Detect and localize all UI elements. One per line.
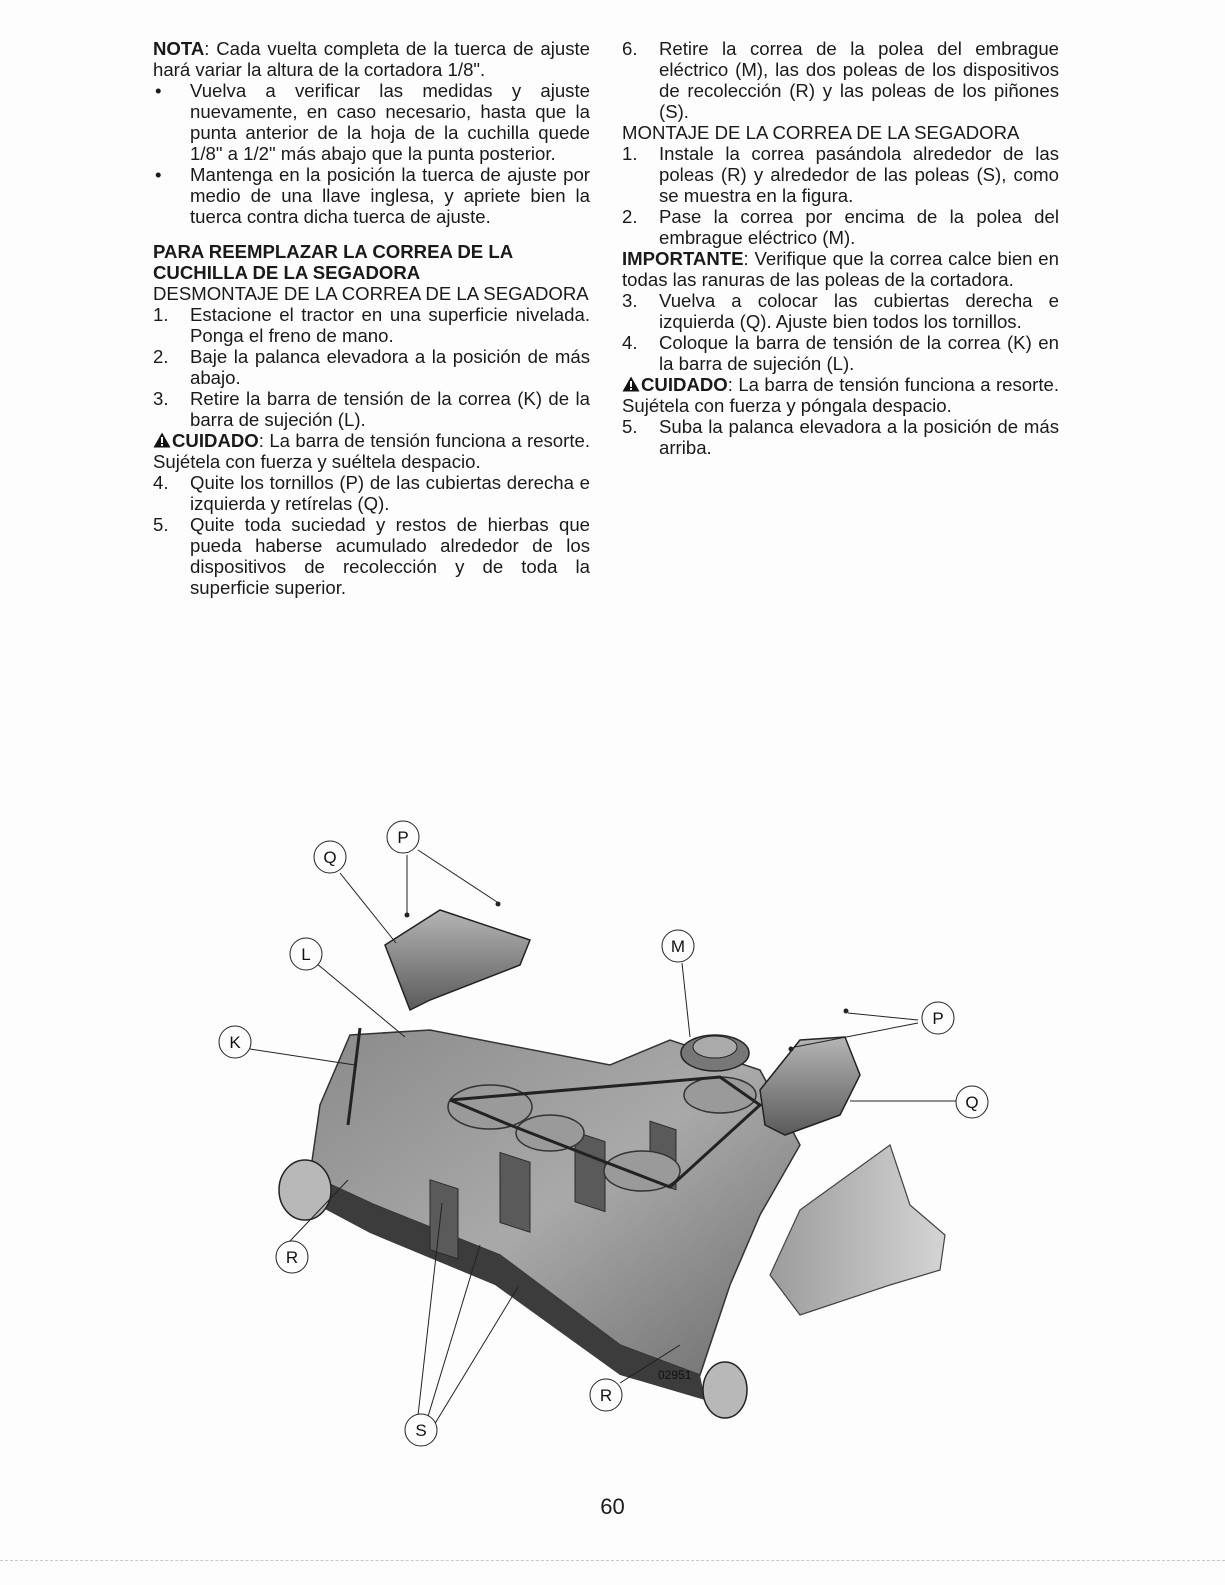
svg-text:S: S — [415, 1421, 427, 1440]
page-number: 60 — [600, 1494, 625, 1519]
step-text: Vuelva a colocar las cubiertas derecha e izquierda (Q). Ajuste bien todos los tornillos. — [659, 290, 1059, 332]
section-subheading: MONTAJE DE LA CORREA DE LA SEGADORA — [622, 122, 1020, 143]
left-column — [153, 38, 590, 598]
callout-Q-left — [314, 841, 346, 873]
step-item — [153, 304, 590, 346]
bottom-divider — [0, 1560, 1225, 1561]
caution-text: : La barra de tensión funciona a resorte. Sujétela con fuerza y suéltela despacio. — [153, 430, 590, 472]
bullet-item — [153, 80, 590, 164]
step-text: Retire la barra de tensión de la correa (K) de la barra de sujeción (L). — [190, 388, 590, 430]
bullet-text: Vuelva a verificar las medidas y ajuste nuevamente, en caso necesario, hasta que la punta anterior de la hoja de la cuchilla quede 1/8" a 1/2" más abajo que la punta posterior. — [190, 80, 590, 164]
section-subheading: DESMONTAJE DE LA CORREA DE LA SEGADORA — [153, 283, 589, 304]
step-text: Baje la palanca elevadora a la posición de más abajo. — [190, 346, 590, 388]
section-heading: PARA REEMPLAZAR LA CORREA DE LA CUCHILLA DE LA SEGADORA — [153, 241, 513, 283]
svg-text:K: K — [229, 1033, 241, 1052]
svg-text:L: L — [301, 945, 311, 964]
step-item — [622, 290, 1059, 332]
callout-M — [662, 930, 694, 962]
callout-Q-right — [956, 1086, 988, 1118]
step-text: Instale la correa pasándola alrededor de las poleas (R) y alrededor de las poleas (S), como se muestra en la figura. — [659, 143, 1059, 206]
step-number: 2. — [153, 346, 169, 367]
step-number: 3. — [622, 290, 638, 311]
left-cover — [385, 910, 530, 1010]
caution-paragraph — [622, 374, 1059, 416]
step-number: 4. — [153, 472, 169, 493]
bullet-marker: • — [155, 80, 162, 101]
callout-R-left — [276, 1241, 308, 1273]
step-item — [153, 388, 590, 430]
step-item — [153, 514, 590, 598]
nota-paragraph — [153, 38, 590, 80]
step-text: Quite los tornillos (P) de las cubiertas derecha e izquierda y retírelas (Q). — [190, 472, 590, 514]
electric-clutch — [681, 1035, 749, 1071]
bullet-marker: • — [155, 164, 162, 185]
step-text: Pase la correa por encima de la polea del embrague eléctrico (M). — [659, 206, 1059, 248]
callout-P-right — [922, 1002, 954, 1034]
svg-text:Q: Q — [323, 848, 337, 867]
step-number: 1. — [622, 143, 638, 164]
nota-label: NOTA — [153, 38, 205, 59]
caution-paragraph — [153, 430, 590, 472]
discharge-chute — [770, 1145, 945, 1315]
warning-icon — [622, 376, 640, 392]
step-number: 5. — [622, 416, 638, 437]
important-text: : Verifique que la correa calce bien en todas las ranuras de las poleas de la cortadora. — [622, 248, 1059, 290]
callout-P-top — [387, 821, 419, 853]
step-text: Retire la correa de la polea del embrague eléctrico (M), las dos poleas de los dispositivos de recolección (R) y las poleas de los piñones (S). — [659, 38, 1059, 122]
caution-label: CUIDADO — [172, 430, 259, 451]
step-number: 5. — [153, 514, 169, 535]
right-cover — [760, 1037, 860, 1135]
svg-text:P: P — [397, 828, 409, 847]
bullet-text: Mantenga en la posición la tuerca de ajuste por medio de una llave inglesa, y apriete bien la tuerca contra dicha tuerca de ajuste. — [190, 164, 590, 227]
svg-text:R: R — [285, 1248, 299, 1267]
bullet-item — [153, 164, 590, 227]
nota-text: : Cada vuelta completa de la tuerca de ajuste hará variar la altura de la cortadora 1/8". — [153, 38, 590, 80]
svg-text:M: M — [670, 937, 686, 956]
step-number: 2. — [622, 206, 638, 227]
right-column — [622, 38, 1059, 458]
step-item — [622, 38, 1059, 122]
svg-text:P: P — [932, 1009, 944, 1028]
svg-text:Q: Q — [965, 1093, 979, 1112]
step-text: Estacione el tractor en una superficie nivelada. Ponga el freno de mano. — [190, 304, 590, 346]
important-paragraph — [622, 248, 1059, 290]
caution-label: CUIDADO — [641, 374, 728, 395]
step-item — [153, 472, 590, 514]
important-label: IMPORTANTE — [622, 248, 744, 269]
callout-R-bottom — [590, 1379, 622, 1411]
caution-text: : La barra de tensión funciona a resorte. Sujétela con fuerza y póngala despacio. — [622, 374, 1059, 416]
step-item — [622, 143, 1059, 206]
step-text: Coloque la barra de tensión de la correa (K) en la barra de sujeción (L). — [659, 332, 1059, 374]
part-number: 02951 — [658, 1368, 692, 1382]
mower-deck-illustration — [200, 815, 1020, 1440]
step-number: 1. — [153, 304, 169, 325]
step-item — [622, 332, 1059, 374]
callout-K — [219, 1026, 251, 1058]
step-text: Suba la palanca elevadora a la posición de más arriba. — [659, 416, 1059, 458]
step-number: 4. — [622, 332, 638, 353]
step-item — [622, 206, 1059, 248]
step-item — [153, 346, 590, 388]
step-item — [622, 416, 1059, 458]
callout-S — [405, 1414, 437, 1446]
step-text: Quite toda suciedad y restos de hierbas que pueda haberse acumulado alrededor de los dispositivos de recolección y de toda la superficie superior. — [190, 514, 590, 598]
callout-L — [290, 938, 322, 970]
step-number: 3. — [153, 388, 169, 409]
svg-text:R: R — [599, 1386, 613, 1405]
step-number: 6. — [622, 38, 638, 59]
warning-icon — [153, 432, 171, 448]
